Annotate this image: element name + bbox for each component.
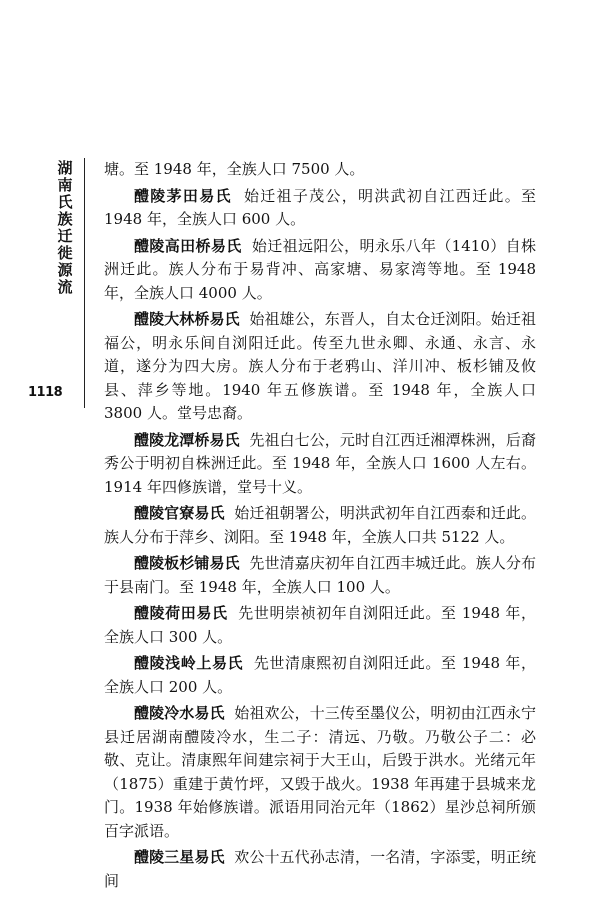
clan-entry <box>104 308 536 426</box>
clan-name: 醴陵高田桥易氏 <box>134 236 242 255</box>
clan-name: 醴陵龙潭桥易氏 <box>134 430 240 449</box>
clan-name: 醴陵茅田易氏 <box>134 186 232 205</box>
clan-name: 醴陵大林桥易氏 <box>134 310 240 328</box>
clan-description: 始祖雄公，东晋人，自太仓迁浏阳。始迁祖福公，明永乐间自浏阳迁此。传至九世永卿、永通、永言、永道，遂分为四大房。族人分布于老鸦山、洋川冲、板杉铺及攸县、萍乡等地。1940 年五修族谱。至 1948 年，全族人口 3800 人。堂号忠裔。 <box>104 310 536 422</box>
clan-description: 欢公十五代孙志清，一名清，字添雯，明正统间 <box>104 848 536 890</box>
clan-name: 醴陵官寮易氏 <box>134 504 225 522</box>
clan-name: 醴陵冷水易氏 <box>134 704 225 722</box>
clan-entry <box>104 702 536 843</box>
clan-entry <box>104 502 536 549</box>
clan-name: 醴陵板杉铺易氏 <box>134 554 240 572</box>
spacer <box>225 504 235 522</box>
spacer <box>225 704 235 722</box>
side-title: 湖南氏族迁徙源流 <box>57 159 73 296</box>
clan-entry <box>104 602 536 649</box>
clan-description: 始迁祖子茂公，明洪武初自江西迁此。至 1948 年，全族人口 600 人。 <box>104 186 536 228</box>
spacer <box>225 848 235 866</box>
side-rule <box>84 158 85 408</box>
clan-description: 始迁祖朝署公，明洪武初年自江西泰和迁此。族人分布于萍乡、浏阳。至 1948 年，全族人口共 5122 人。 <box>104 504 536 546</box>
clan-entry <box>104 552 536 599</box>
spacer <box>240 310 250 328</box>
clan-name: 醴陵荷田易氏 <box>134 604 228 622</box>
spacer <box>232 187 244 205</box>
continuation-paragraph: 塘。至 1948 年，全族人口 7500 人。 <box>104 160 365 178</box>
clan-description: 先世明崇祯初年自浏阳迁此。至 1948 年，全族人口 300 人。 <box>104 604 536 646</box>
clan-description: 先祖白七公，元时自江西迁湘潭株洲，后裔秀公于明初自株洲迁此。至 1948 年，全族人口 1600 人左右。1914 年四修族谱，堂号十义。 <box>104 430 536 496</box>
spacer <box>242 237 252 255</box>
clan-entry <box>104 235 536 306</box>
clan-name: 醴陵三星易氏 <box>134 848 225 866</box>
clan-description: 先世清嘉庆初年自江西丰城迁此。族人分布于县南门。至 1948 年，全族人口 100 人。 <box>104 554 536 596</box>
clan-description: 始祖欢公，十三传至墨仪公，明初由江西永宁县迁居湖南醴陵冷水，生二子：清远、乃敬。乃敬公子二：必敬、克让。清康熙年间建宗祠于大王山，后毁于洪水。光绪元年（1875）重建于黄竹坪，又毁于战火。1938 年再建于县城来龙门。1938 年始修族谱。派语用同治元年（1862）星沙总祠所颁百字派语。 <box>104 704 536 840</box>
entry-list <box>104 185 536 894</box>
clan-entry <box>104 429 536 500</box>
spacer <box>240 431 250 449</box>
page-number: 1118 <box>28 385 63 400</box>
body-text <box>104 158 536 896</box>
clan-description: 先世清康熙初自浏阳迁此。至 1948 年，全族人口 200 人。 <box>104 654 536 696</box>
clan-name: 醴陵浅岭上易氏 <box>134 654 244 672</box>
clan-entry <box>104 846 536 893</box>
clan-entry <box>104 185 536 232</box>
clan-entry <box>104 652 536 699</box>
spacer <box>240 554 250 572</box>
spacer <box>243 654 254 672</box>
spacer <box>228 604 239 622</box>
clan-description: 始迁祖远阳公，明永乐八年（1410）自株洲迁此。族人分布于易背冲、高家塘、易家湾等地。至 1948 年，全族人口 4000 人。 <box>104 236 536 302</box>
